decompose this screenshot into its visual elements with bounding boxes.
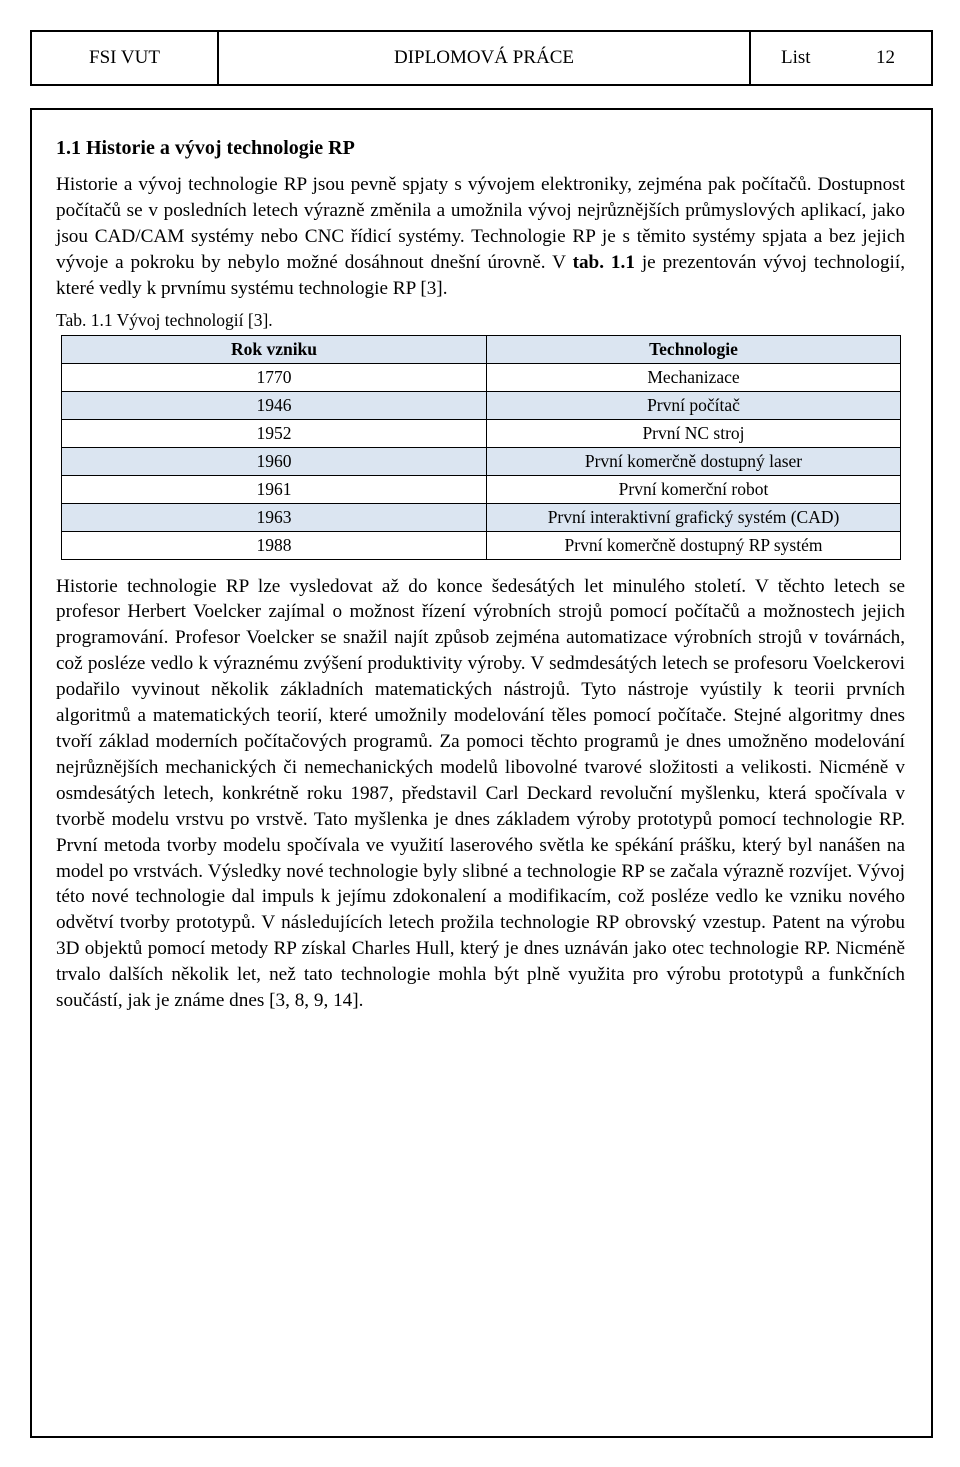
table-row [62,503,901,531]
cell-year: 1963 [62,503,487,531]
table-reference: tab. 1.1 [572,251,635,273]
page-content [56,135,905,1014]
cell-year: 1988 [62,531,487,559]
table-header-row [62,335,901,363]
cell-year: 1770 [62,363,487,391]
cell-technology: První interaktivní grafický systém (CAD) [487,503,901,531]
intro-text-end: je prezentován vývoj technologií, které vedly k prvnímu systému technologie RP [3]. [56,251,905,299]
technology-table [61,335,901,560]
table-row [62,531,901,559]
cell-technology: První NC stroj [487,419,901,447]
cell-year: 1961 [62,475,487,503]
cell-technology: První počítač [487,391,901,419]
intro-paragraph [56,172,905,302]
page-header [30,30,933,86]
table-row [62,363,901,391]
header-page-number: 12 [876,47,895,68]
section-title: 1.1 Historie a vývoj technologie RP [56,137,355,159]
table-row [62,419,901,447]
column-header-year: Rok vzniku [62,335,487,363]
table-row [62,391,901,419]
history-paragraph: Historie technologie RP lze vysledovat až do konce šedesátých let minulého století. V těchto letech se profesor Herbert Voelcker zajímal o možnost řízení výrobních strojů pomocí počítačů a možnostech jejich programování. Profesor Voelcker se snažil najít způsob zejména automatizace výrobních strojů v továrnách, což posléze vedlo k výraznému zvýšení produktivity výroby. V sedmdesátých letech se profesoru Voelckerovi podařilo vyvinout několik základních matematických nástrojů. Tyto nástroje vyústily k teorii prvních algoritmů a matematických teorií, které umožnily modelování těles pomocí počítače. Stejné algoritmy dnes tvoří základ moderních počítačových programů. Za pomoci těchto programů je dnes umožněno modelování nejrůznějších mechanických či nemechanických modelů libovolné tvarové složitosti a velikosti. Nicméně v osmdesátých letech, konkrétně roku 1987, představil Carl Deckard revoluční myšlenku, která spočívala v tvorbě modelu vrstvu po vrstvě. Tato myšlenka je dnes základem výroby prototypů pomocí technologie RP. První metoda tvorby modelu spočívala ve využití laserového světla ke spékání prášku, který byl nanášen na model po vrstvách. Výsledky nové technologie byly slibné a technologie RP se začala výrazně rozvíjet. Vývoj této nové technologie dal impuls k jejímu zdokonalení a modifikacím, což posléze vedlo ke vzniku nového odvětví tvorby prototypů. V následujících letech prožila technologie RP obrovský vzestup. Patent na výrobu 3D objektů pomocí metody RP získal Charles Hull, který je dnes uznáván jako otec technologie RP. Nicméně trvalo dalších několik let, než tato technologie mohla být plně využita pro výrobu prototypů a funkčních součástí, jak je známe dnes [3, 8, 9, 14]. [56,575,905,1012]
table-caption: Tab. 1.1 Vývoj technologií [3]. [56,309,273,330]
header-list-label: List [781,47,811,68]
cell-year: 1960 [62,447,487,475]
table-row [62,475,901,503]
header-page-info [751,32,931,84]
cell-year: 1952 [62,419,487,447]
header-document-type: DIPLOMOVÁ PRÁCE [219,32,751,84]
cell-technology: První komerčně dostupný RP systém [487,531,901,559]
cell-year: 1946 [62,391,487,419]
cell-technology: První komerčně dostupný laser [487,447,901,475]
intro-text-start: Historie a vývoj technologie RP jsou pevně spjaty s vývojem elektroniky, zejména pak počítačů. Dostupnost počítačů se v posledních letech výrazně změnila a umožnila vývoj nejrůznějších průmyslových aplikací, jako jsou CAD/CAM systémy nebo CNC řídicí systémy. Technologie RP je s těmito systémy spjata a bez jejich vývoje a pokroku by nebylo možné dosáhnout dnešní úrovně. V [56,174,905,273]
header-institution: FSI VUT [32,32,219,84]
cell-technology: První komerční robot [487,475,901,503]
cell-technology: Mechanizace [487,363,901,391]
column-header-technology: Technologie [487,335,901,363]
table-row [62,447,901,475]
